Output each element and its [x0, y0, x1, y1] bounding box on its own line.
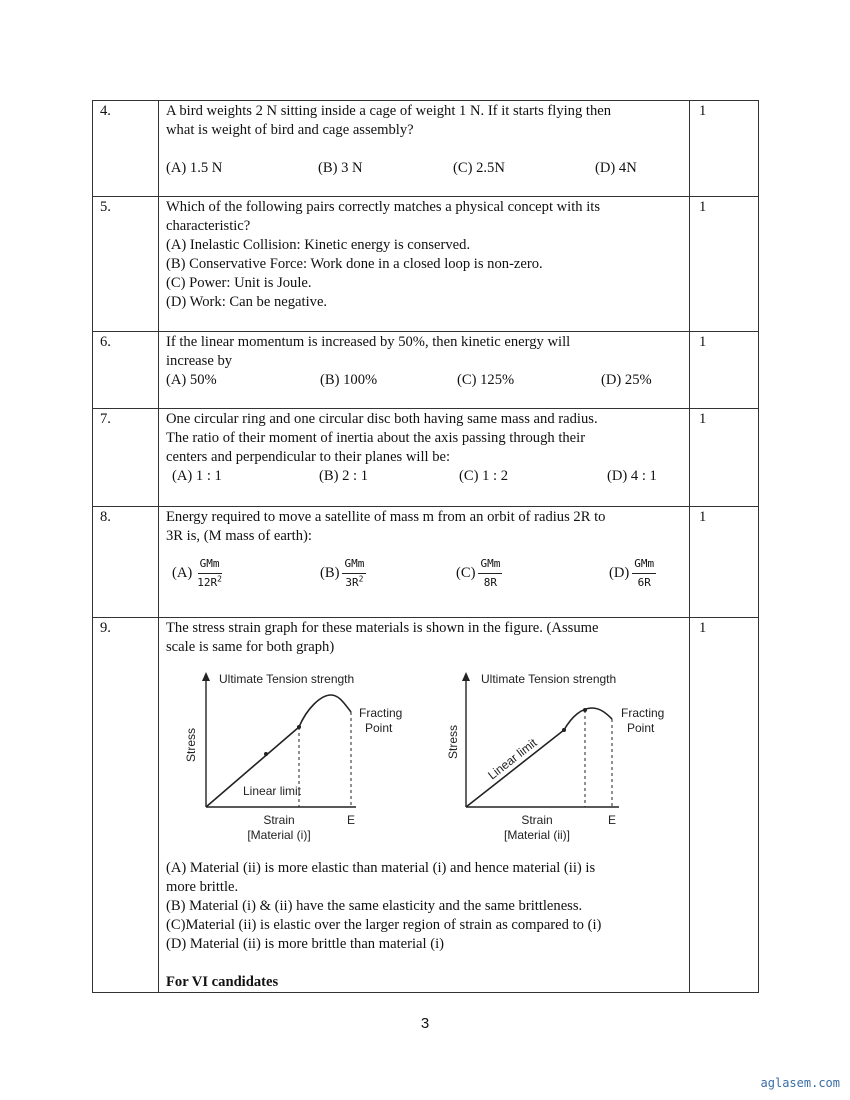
option-d: (D) 4 : 1: [607, 468, 657, 484]
material-label: [Material (ii)]: [503, 828, 571, 842]
option-a: (A) Material (ii) is more elastic than material (i) and hence material (ii) is: [166, 860, 596, 876]
fraction-denominator: $3R^2$: [345, 574, 364, 589]
x-axis-label: Strain: [521, 813, 553, 827]
option-d: (D) 4N: [595, 160, 637, 176]
y-axis-arrow: [202, 672, 210, 681]
question-marks: 1: [690, 507, 759, 618]
question-marks: 1: [690, 409, 759, 507]
question-line: increase by: [166, 353, 233, 369]
y-axis-label: Stress: [184, 727, 198, 763]
fracting-label: Fracting: [359, 706, 403, 720]
curve-point: [562, 728, 566, 732]
option-b: (B) 2 : 1: [319, 468, 369, 484]
question-line: 3R is, (M mass of earth):: [166, 528, 312, 544]
question-number: 6.: [93, 332, 159, 409]
option-c: (C) 1 : 2: [459, 468, 509, 484]
question-text: [159, 618, 690, 993]
option-b: (B) Material (i) & (ii) have the same elasticity and the same brittleness.: [166, 898, 583, 914]
option-label: (B): [320, 565, 340, 581]
option-c: (C)Material (ii) is elastic over the larger region of strain as compared to (i): [166, 917, 602, 933]
question-marks: 1: [690, 618, 759, 993]
question-line: A bird weights 2 N sitting inside a cage of weight 1 N. If it starts flying then: [166, 103, 612, 119]
options-row: [166, 159, 683, 178]
option-a-continued: more brittle.: [166, 879, 239, 895]
question-text: [159, 101, 690, 197]
option-a: (A) 1 : 1: [172, 468, 222, 484]
option-c: (C) 125%: [457, 372, 515, 388]
ultimate-strength-label: Ultimate Tension strength: [219, 672, 355, 686]
graph-material-i: [181, 667, 403, 859]
graph-material-ii: [446, 667, 665, 859]
fraction: [195, 557, 224, 590]
fraction-denominator: 6R: [637, 576, 651, 589]
option-label: (D): [609, 565, 630, 581]
question-text: [159, 332, 690, 409]
question-marks: 1: [690, 197, 759, 332]
fraction-denominator: 8R: [483, 576, 498, 589]
exponent: 2: [358, 574, 364, 584]
curve-point: [264, 752, 268, 756]
endpoint-e-label: E: [607, 813, 617, 827]
question-line: Energy required to move a satellite of mass m from an orbit of radius 2R to: [166, 509, 606, 525]
question-number: 4.: [93, 101, 159, 197]
option-c: (C) Power: Unit is Joule.: [166, 275, 312, 291]
point-label: Point: [365, 721, 393, 735]
page-number: 3: [420, 1015, 430, 1032]
question-line: One circular ring and one circular disc both having same mass and radius.: [166, 411, 598, 427]
option-b: (B) 3 N: [318, 160, 363, 176]
question-line: Which of the following pairs correctly matches a physical concept with its: [166, 199, 601, 215]
question-number: 8.: [93, 507, 159, 618]
question-line: characteristic?: [166, 218, 251, 234]
fraction: [632, 557, 656, 590]
question-line: The stress strain graph for these materials is shown in the figure. (Assume: [166, 620, 599, 636]
question-text: [159, 197, 690, 332]
question-line: what is weight of bird and cage assembly?: [166, 122, 414, 138]
question-row-4: [93, 101, 759, 197]
question-row-9: [93, 618, 759, 993]
ultimate-strength-label: Ultimate Tension strength: [481, 672, 617, 686]
question-row-5: [93, 197, 759, 332]
question-marks: 1: [690, 101, 759, 197]
linear-limit-label: Linear limit: [243, 784, 302, 798]
option-b: [320, 557, 456, 590]
question-text: [159, 409, 690, 507]
fraction-numerator: GMm: [478, 557, 502, 574]
stress-strain-figure: [166, 667, 683, 859]
material-label: [Material (i)]: [247, 828, 311, 842]
question-line: If the linear momentum is increased by 50%, then kinetic energy will: [166, 334, 571, 350]
option-c: [456, 557, 609, 590]
fraction-numerator: GMm: [342, 557, 366, 574]
option-d: [609, 557, 656, 590]
option-a: [172, 557, 320, 590]
option-d: (D) Work: Can be negative.: [166, 294, 328, 310]
option-a: (A) 1.5 N: [166, 160, 223, 176]
options-row: [166, 557, 683, 590]
section-note: For VI candidates: [166, 974, 279, 990]
endpoint-e-label: E: [346, 813, 356, 827]
fraction-denominator: $12R^2$: [197, 574, 222, 589]
watermark: aglasem.com: [760, 1076, 840, 1090]
option-d: (D) Material (ii) is more brittle than material (i): [166, 936, 444, 952]
point-label: Point: [627, 721, 655, 735]
question-marks: 1: [690, 332, 759, 409]
x-axis-label: Strain: [263, 813, 295, 827]
question-row-7: [93, 409, 759, 507]
option-label: (A): [172, 565, 193, 581]
exponent: 2: [217, 574, 222, 584]
fracting-label: Fracting: [621, 706, 665, 720]
question-text: [159, 507, 690, 618]
fraction-numerator: GMm: [198, 557, 222, 574]
option-a: (A) Inelastic Collision: Kinetic energy is conserved.: [166, 237, 471, 253]
question-table: [92, 100, 759, 993]
fraction: [478, 557, 502, 590]
question-number: 7.: [93, 409, 159, 507]
y-axis-label: Stress: [446, 724, 460, 760]
question-number: 9.: [93, 618, 159, 993]
option-b: (B) Conservative Force: Work done in a closed loop is non-zero.: [166, 256, 543, 272]
fraction-numerator: GMm: [632, 557, 656, 574]
question-line: scale is same for both graph): [166, 639, 335, 655]
y-axis-arrow: [462, 672, 470, 681]
question-row-8: [93, 507, 759, 618]
question-line: centers and perpendicular to their planes will be:: [166, 449, 451, 465]
option-b: (B) 100%: [320, 372, 378, 388]
option-c: (C) 2.5N: [453, 160, 505, 176]
option-label: (C): [456, 565, 476, 581]
option-a: (A) 50%: [166, 372, 217, 388]
linear-limit-label: Linear limit: [485, 735, 540, 783]
options-row: [166, 371, 683, 390]
option-d: (D) 25%: [601, 372, 652, 388]
question-number: 5.: [93, 197, 159, 332]
question-line: The ratio of their moment of inertia about the axis passing through their: [166, 430, 586, 446]
stress-strain-curve: [466, 708, 612, 807]
question-row-6: [93, 332, 759, 409]
options-row: [166, 467, 683, 486]
fraction: [342, 557, 366, 590]
